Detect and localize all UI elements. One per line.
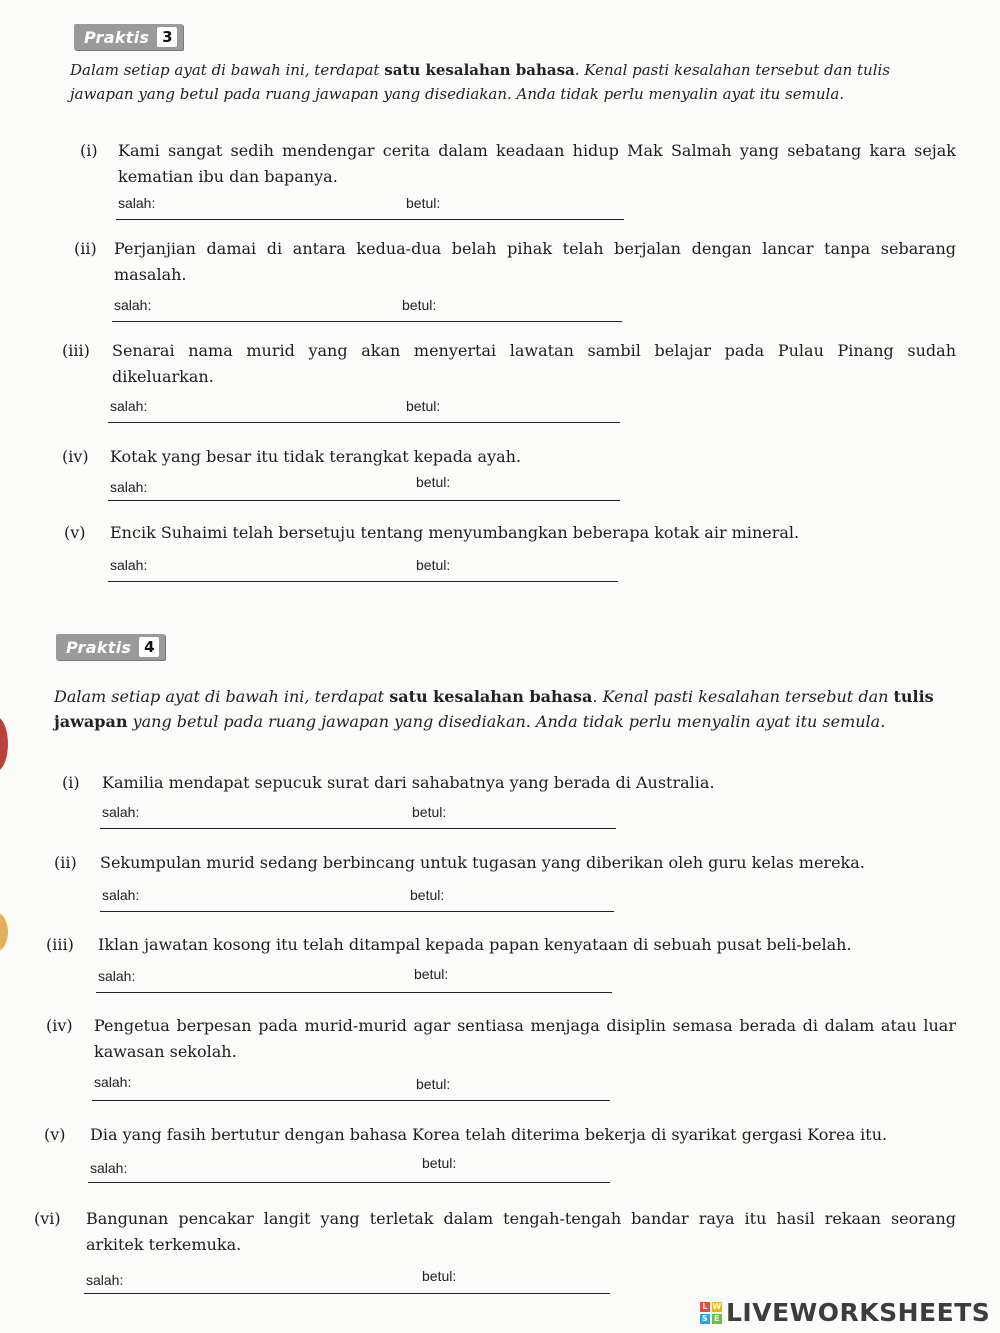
betul-label: betul: [412, 804, 447, 820]
praktis-3-answer-5[interactable] [108, 557, 618, 582]
salah-label: salah: [86, 1272, 124, 1288]
betul-label: betul: [406, 398, 441, 414]
betul-label: betul: [416, 557, 451, 573]
salah-label: salah: [102, 804, 140, 820]
question-text: Iklan jawatan kosong itu telah ditampal kepada papan kenyataan di sebuah pusat beli-belah. [98, 935, 852, 954]
salah-label: salah: [110, 398, 148, 414]
salah-label: salah: [102, 887, 140, 903]
praktis-4-question-1 [62, 770, 956, 796]
logo-cell: L [700, 1302, 710, 1312]
question-text: Perjanjian damai di antara kedua-dua belah pihak telah berjalan dengan lancar tanpa sebarang masalah. [114, 239, 956, 284]
question-number: (v) [44, 1125, 66, 1144]
question-number: (iii) [46, 935, 74, 954]
praktis-3-question-3 [62, 338, 956, 390]
praktis-4-label: Praktis [66, 637, 132, 657]
praktis-3-answer-2[interactable] [112, 297, 622, 322]
question-text: Dia yang fasih bertutur dengan bahasa Korea telah diterima bekerja di syarikat gergasi Korea itu. [90, 1125, 888, 1144]
praktis-4-answer-1[interactable] [100, 804, 616, 829]
praktis-4-answer-4[interactable] [92, 1076, 610, 1101]
question-text: Encik Suhaimi telah bersetuju tentang menyumbangkan beberapa kotak air mineral. [110, 523, 800, 542]
praktis-4-answer-2[interactable] [100, 887, 614, 912]
instruction-text: yang betul pada ruang jawapan yang disediakan. Anda tidak perlu menyalin ayat itu semula. [127, 712, 886, 731]
question-number: (ii) [54, 853, 77, 872]
praktis-3-answer-1[interactable] [116, 195, 624, 220]
betul-label: betul: [422, 1155, 457, 1171]
instruction-text: Dalam setiap ayat di bawah ini, terdapat [70, 61, 385, 79]
praktis-4-question-2 [54, 850, 956, 876]
question-number: (v) [64, 523, 86, 542]
margin-mark-red [0, 716, 8, 772]
praktis-3-question-5 [64, 520, 956, 546]
betul-label: betul: [422, 1268, 457, 1284]
question-text: Bangunan pencakar langit yang terletak dalam tengah-tengah bandar raya itu hasil rekaan seorang arkitek terkemuka. [86, 1209, 956, 1254]
betul-label: betul: [414, 966, 449, 982]
liveworksheets-logo [700, 1298, 990, 1327]
question-text: Sekumpulan murid sedang berbincang untuk tugasan yang diberikan oleh guru kelas mereka. [100, 853, 865, 872]
question-text: Senarai nama murid yang akan menyertai lawatan sambil belajar pada Pulau Pinang sudah dikeluarkan. [112, 341, 956, 386]
praktis-4-question-3 [46, 932, 956, 958]
liveworksheets-brand-text: LIVEWORKSHEETS [726, 1298, 991, 1327]
praktis-4-answer-6[interactable] [84, 1269, 610, 1294]
betul-label: betul: [406, 195, 441, 211]
question-number: (iv) [46, 1016, 73, 1035]
instruction-text: . Kenal pasti kesalahan tersebut dan tulis jawapan yang betul pada ruang jawapan yang disediakan. Anda tidak perlu menyalin ayat itu semula. [70, 61, 891, 103]
liveworksheets-logo-icon [700, 1302, 722, 1324]
margin-mark-yellow [0, 912, 8, 952]
praktis-3-badge [74, 24, 183, 50]
praktis-3-question-2 [74, 236, 956, 288]
question-number: (iii) [62, 341, 90, 360]
question-number: (i) [62, 773, 80, 792]
praktis-4-answer-3[interactable] [96, 968, 612, 993]
betul-label: betul: [416, 1076, 451, 1092]
praktis-3-label: Praktis [84, 27, 150, 47]
question-text: Kami sangat sedih mendengar cerita dalam keadaan hidup Mak Salmah yang sebatang kara sejak kematian ibu dan bapanya. [118, 141, 956, 186]
instruction-bold: satu kesalahan bahasa [384, 61, 575, 79]
salah-label: salah: [110, 479, 148, 495]
praktis-4-badge [56, 634, 165, 660]
praktis-4-question-6 [34, 1206, 956, 1258]
praktis-4-answer-5[interactable] [88, 1155, 610, 1183]
praktis-3-answer-3[interactable] [108, 398, 620, 423]
salah-label: salah: [114, 297, 152, 313]
praktis-4-number: 4 [139, 637, 159, 657]
question-number: (vi) [34, 1209, 61, 1228]
salah-label: salah: [94, 1074, 132, 1090]
salah-label: salah: [90, 1160, 128, 1176]
praktis-3-question-1 [80, 138, 956, 190]
salah-label: salah: [98, 968, 136, 984]
logo-cell: E [712, 1314, 722, 1324]
praktis-3-question-4 [62, 444, 956, 470]
salah-label: salah: [110, 557, 148, 573]
salah-label: salah: [118, 195, 156, 211]
betul-label: betul: [416, 474, 451, 490]
question-number: (ii) [74, 239, 97, 258]
logo-cell: W [712, 1301, 722, 1311]
question-text: Kotak yang besar itu tidak terangkat kepada ayah. [110, 447, 522, 466]
question-number: (iv) [62, 447, 89, 466]
praktis-4-question-5 [44, 1122, 956, 1148]
instruction-bold: tulis jawapan [54, 687, 934, 731]
praktis-4-question-4 [46, 1013, 956, 1065]
praktis-3-number: 3 [157, 27, 177, 47]
praktis-3-instruction [70, 58, 956, 106]
betul-label: betul: [402, 297, 437, 313]
instruction-text: . Kenal pasti kesalahan tersebut dan [592, 687, 894, 706]
question-text: Pengetua berpesan pada murid-murid agar sentiasa menjaga disiplin semasa berada di dalam atau luar kawasan sekolah. [94, 1016, 956, 1061]
betul-label: betul: [410, 887, 445, 903]
instruction-bold: satu kesalahan bahasa [389, 687, 593, 706]
praktis-4-instruction [54, 684, 956, 734]
question-number: (i) [80, 141, 98, 160]
logo-cell: S [701, 1313, 709, 1323]
praktis-3-answer-4[interactable] [108, 476, 620, 501]
instruction-text: Dalam setiap ayat di bawah ini, terdapat [54, 687, 390, 706]
question-text: Kamilia mendapat sepucuk surat dari sahabatnya yang berada di Australia. [102, 773, 715, 792]
